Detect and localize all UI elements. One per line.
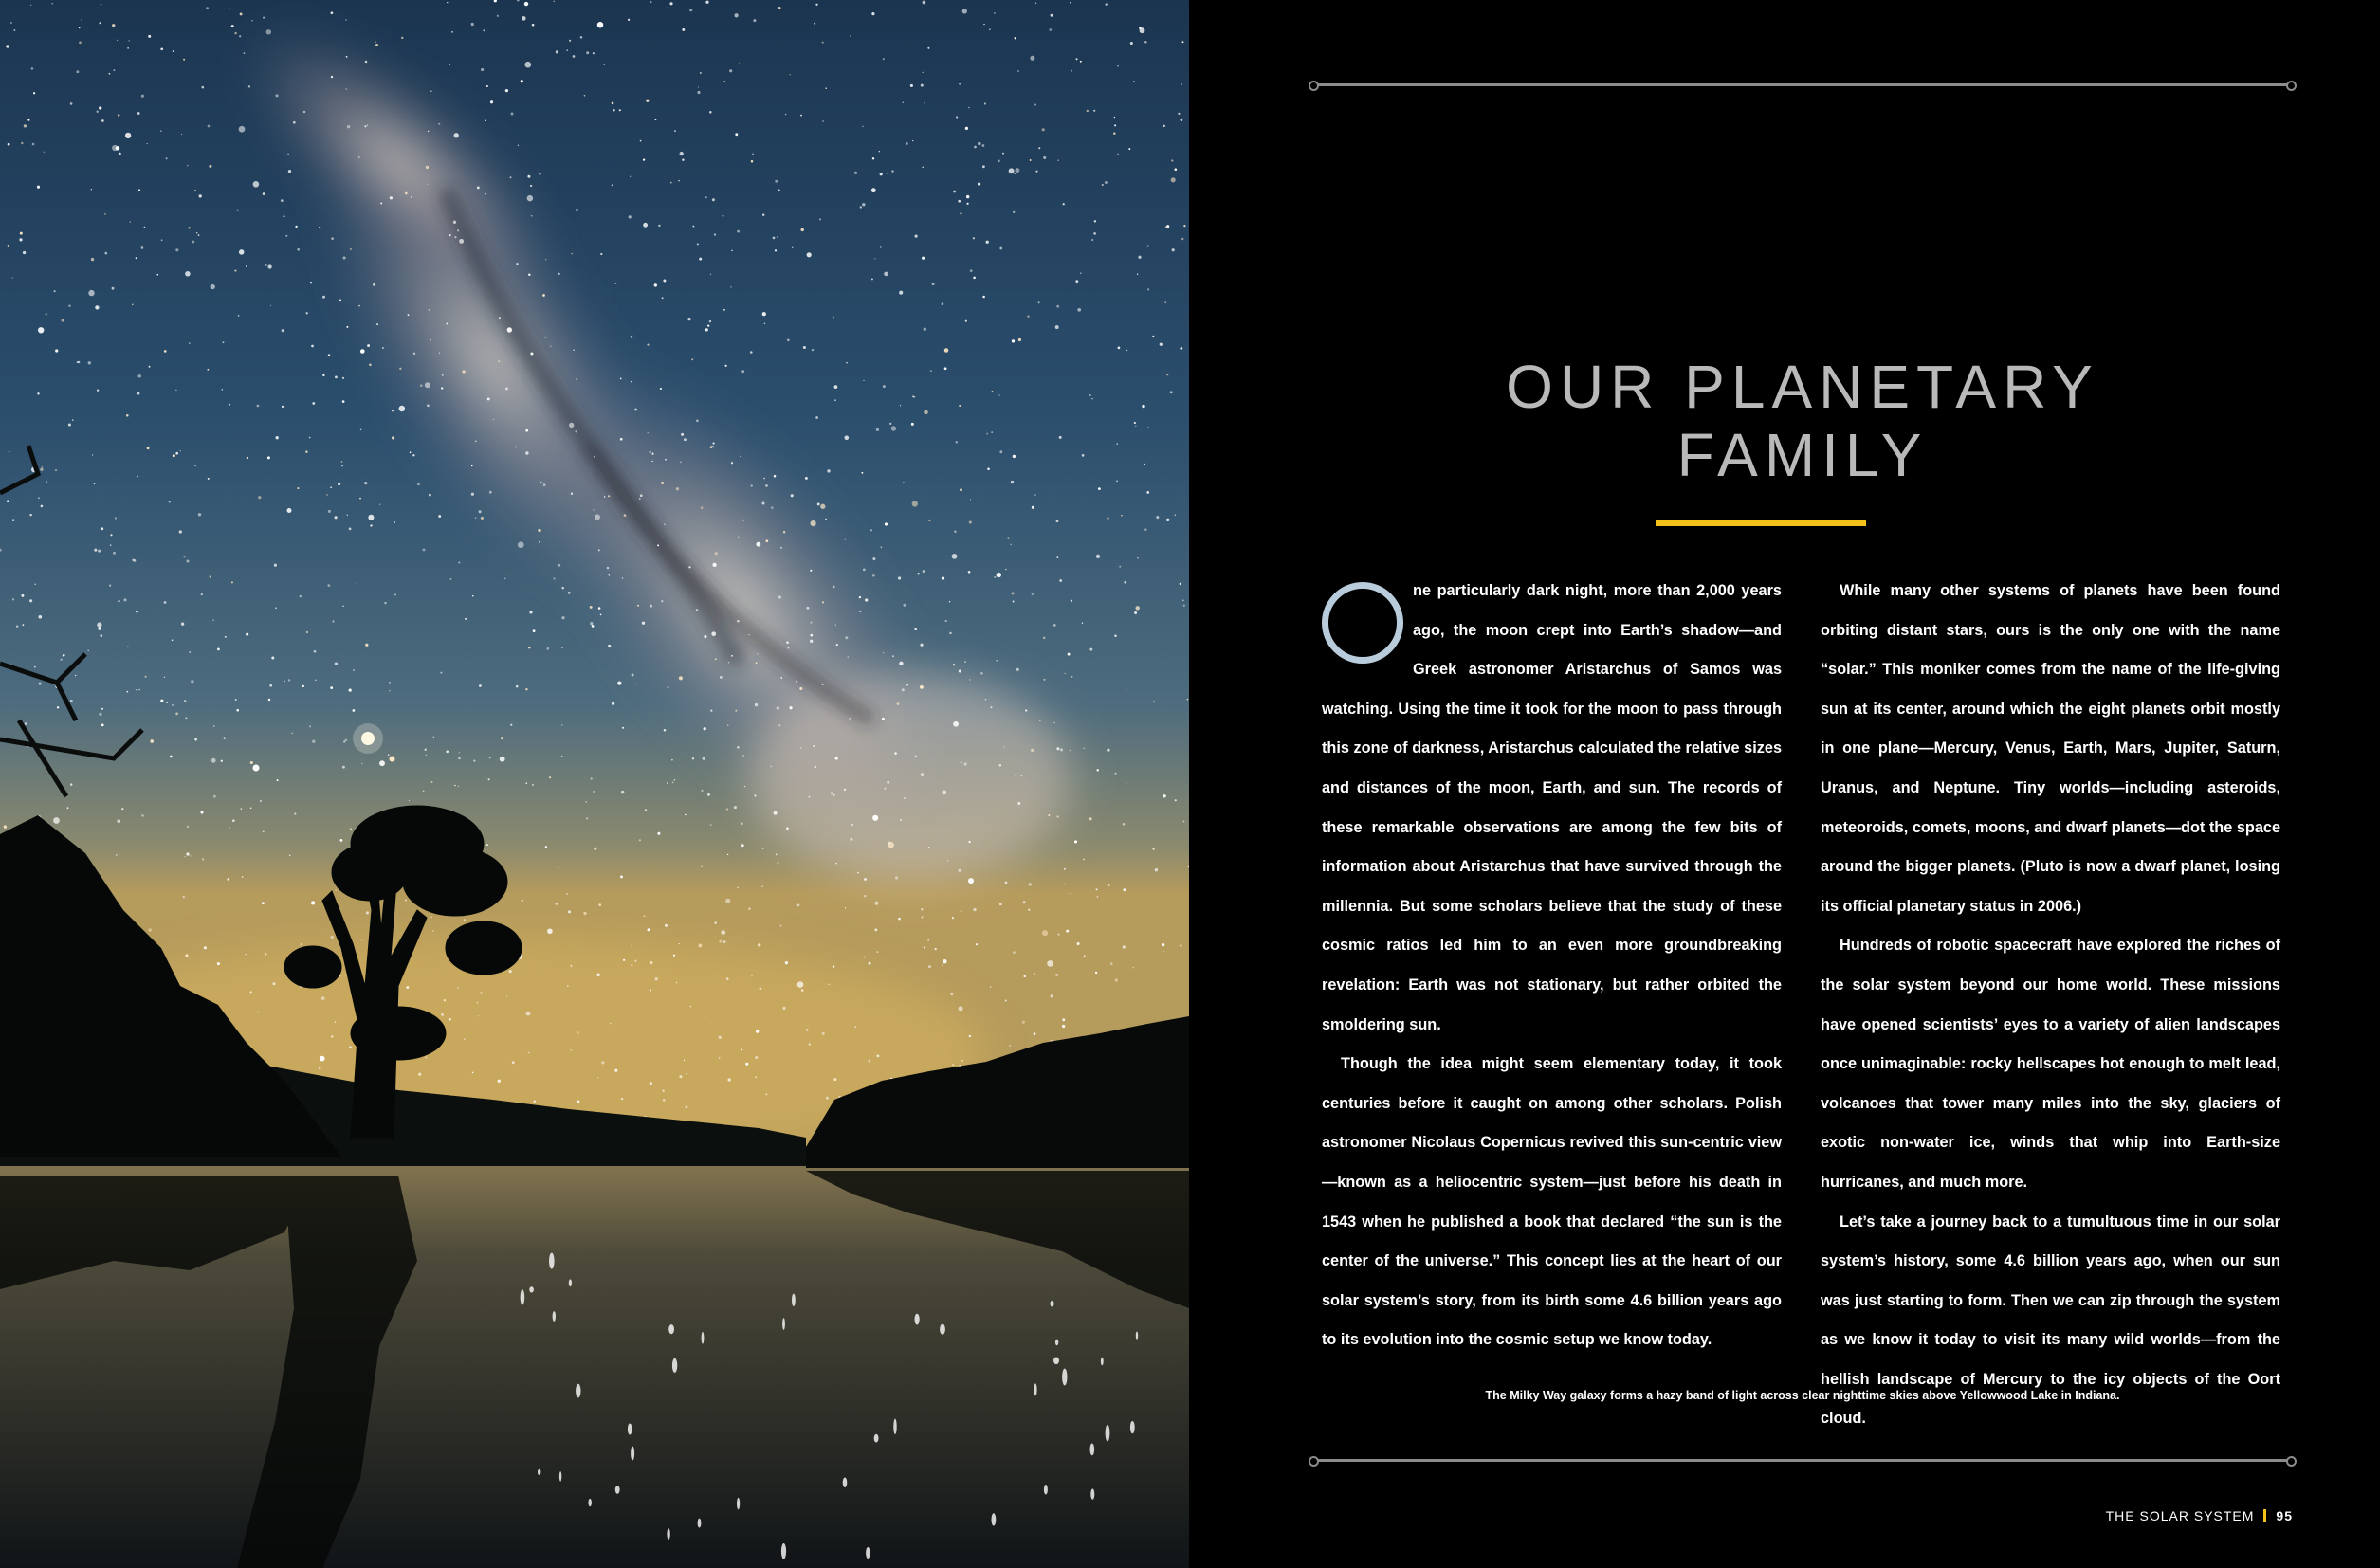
- milky-way-photo: [0, 0, 1189, 1568]
- article-panel: [1189, 0, 2380, 1568]
- body-column-left: [1322, 572, 1782, 1360]
- night-sky-illustration: [0, 0, 1189, 1568]
- top-rule: [1316, 83, 2289, 86]
- title-line-1: OUR PLANETARY: [1506, 353, 2099, 421]
- paragraph: Let’s take a journey back to a tumultuous time in our solar system’s history, some 4.6 billion years ago, when our sun was just starting to form. Then we can zip through the system as we know it today to visit its many wild worlds—from the hellish landscape of Mercury to the icy objects of the Oort cloud.: [1821, 1212, 2280, 1428]
- paragraph: ne particularly dark night, more than 2,000 years ago, the moon crept into Earth’s shadow—and Greek astronomer Aristarchus of Samos was watching. Using the time it took for the moon to pass through this zone of darkness, Aristarchus calculated the relative sizes and distances of the moon, Earth, and sun. The records of these remarkable observations are among the few bits of information about Aristarchus that have survived through the millennia. But some scholars believe that the study of these cosmic ratios led him to an even more groundbreaking revelation: Earth was not stationary, but rather orbited the smoldering sun.: [1322, 582, 1782, 1033]
- page-footer: [2106, 1508, 2293, 1523]
- paragraph: While many other systems of planets have been found orbiting distant stars, ours is the only one with the name “solar.” This moniker comes from the name of the life-giving sun at its center, around which the eight planets orbit mostly in one plane—Mercury, Venus, Earth, Mars, Jupiter, Saturn, Uranus, and Neptune. Tiny worlds—including asteroids, meteoroids, comets, moons, and dwarf planets—dot the space around the bigger planets. (Pluto is now a dwarf planet, losing its official planetary status in 2006.): [1821, 582, 2280, 915]
- body-column-right: [1821, 572, 2280, 1439]
- photo-caption: The Milky Way galaxy forms a hazy band of light across clear nighttime skies above Yellowwood Lake in Indiana.: [1485, 1389, 2120, 1402]
- section-name: THE SOLAR SYSTEM: [2105, 1508, 2255, 1523]
- bottom-rule: [1316, 1459, 2289, 1462]
- title-accent-bar: [1656, 520, 1866, 526]
- folio-separator: [2263, 1509, 2266, 1522]
- article-title: [1316, 353, 2289, 489]
- dropcap-o: [1322, 582, 1403, 664]
- title-line-2: FAMILY: [1676, 421, 1929, 489]
- page-number: 95: [2276, 1508, 2293, 1523]
- paragraph: Though the idea might seem elementary today, it took centuries before it caught on among other scholars. Polish astronomer Nicolaus Copernicus revived this sun-centric view—known as a heliocentric system—just before his death in 1543 when he published a book that declared “the sun is the center of the universe.” This concept lies at the heart of our solar system’s story, from its birth some 4.6 billion years ago to its evolution into the cosmic setup we know today.: [1322, 1055, 1782, 1349]
- paragraph: Hundreds of robotic spacecraft have explored the riches of the solar system beyond our home world. These missions have opened scientists’ eyes to a variety of alien landscapes once unimaginable: rocky hellscapes hot enough to melt lead, volcanoes that tower many miles into the sky, glaciers of exotic non-water ice, winds that whip into Earth-size hurricanes, and much more.: [1821, 937, 2280, 1191]
